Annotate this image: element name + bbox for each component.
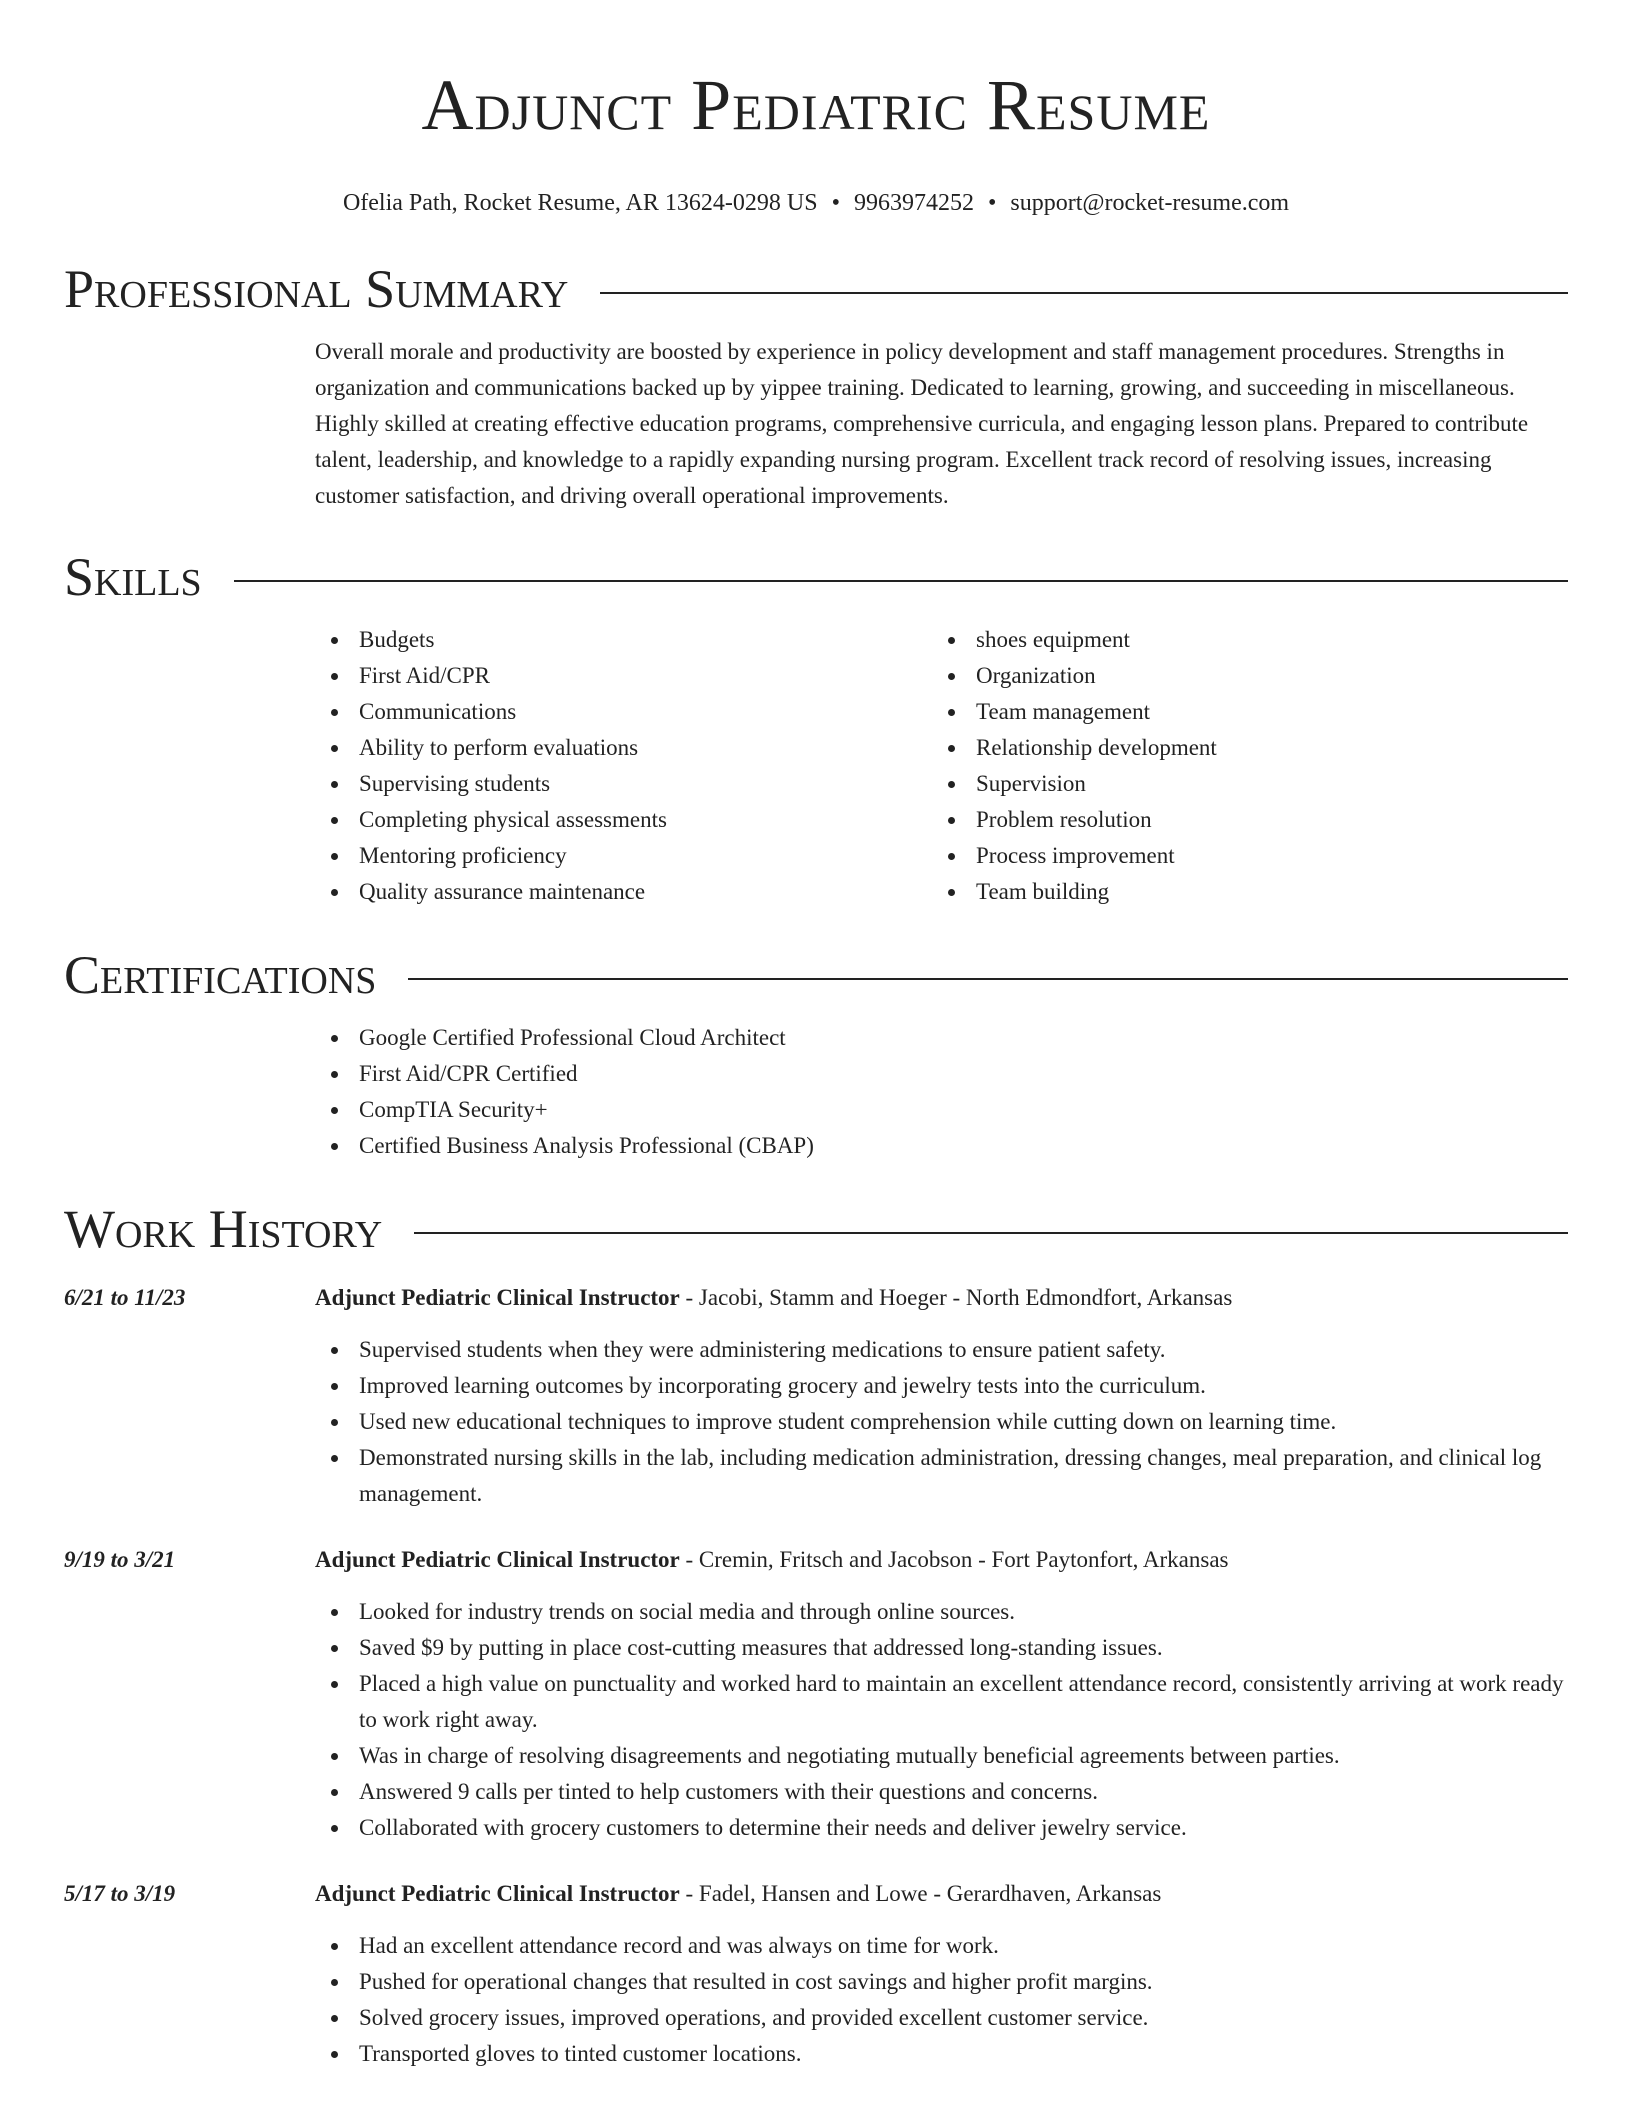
skill-item: Completing physical assessments	[315, 802, 932, 838]
job-main	[315, 1280, 1568, 1512]
job-bullet: Used new educational techniques to improve student comprehension while cutting down on learning time.	[315, 1404, 1568, 1440]
section-divider	[408, 978, 1568, 980]
job-entry	[64, 1542, 1568, 1846]
skills-list-left	[315, 622, 932, 910]
certifications-block	[315, 1020, 1568, 1164]
certifications-heading: Certifications	[64, 945, 377, 1005]
job-title: Adjunct Pediatric Clinical Instructor	[315, 1547, 680, 1572]
section-divider	[600, 292, 1568, 294]
skill-item: Ability to perform evaluations	[315, 730, 932, 766]
work-section-header	[64, 1194, 1568, 1264]
skills-heading: Skills	[64, 547, 202, 607]
job-title: Adjunct Pediatric Clinical Instructor	[315, 1881, 680, 1906]
certifications-section-header	[64, 940, 1568, 1010]
contact-separator: •	[831, 190, 840, 216]
skills-section-header	[64, 542, 1568, 612]
contact-line	[64, 188, 1568, 218]
skill-item: Budgets	[315, 622, 932, 658]
summary-heading: Professional Summary	[64, 259, 569, 319]
job-bullet: Supervised students when they were administering medications to ensure patient safety.	[315, 1332, 1568, 1368]
skill-item: Team management	[932, 694, 1549, 730]
skill-item: Supervising students	[315, 766, 932, 802]
job-bullet: Placed a high value on punctuality and worked hard to maintain an excellent attendance record, consistently arriving at work ready to work right away.	[315, 1666, 1568, 1738]
job-bullet: Pushed for operational changes that resulted in cost savings and higher profit margins.	[315, 1964, 1568, 2000]
skill-item: Communications	[315, 694, 932, 730]
section-divider	[414, 1232, 1568, 1234]
resume-title: Adjunct Pediatric Resume	[421, 65, 1211, 145]
skill-item: First Aid/CPR	[315, 658, 932, 694]
skill-item: Mentoring proficiency	[315, 838, 932, 874]
certification-item: First Aid/CPR Certified	[315, 1056, 1568, 1092]
job-bullets	[315, 1332, 1568, 1512]
job-details: - Cremin, Fritsch and Jacobson - Fort Paytonfort, Arkansas	[679, 1547, 1229, 1572]
job-entry	[64, 1280, 1568, 1512]
job-bullet: Saved $9 by putting in place cost-cutting measures that addressed long-standing issues.	[315, 1630, 1568, 1666]
job-bullets	[315, 1928, 1568, 2072]
contact-email: support@rocket-resume.com	[1010, 190, 1290, 216]
job-entry	[64, 1876, 1568, 2072]
certification-item: Google Certified Professional Cloud Architect	[315, 1020, 1568, 1056]
job-dates: 5/17 to 3/19	[64, 1881, 176, 1906]
summary-section-header	[64, 254, 1568, 324]
job-bullet: Looked for industry trends on social media and through online sources.	[315, 1594, 1568, 1630]
job-details: - Fadel, Hansen and Lowe - Gerardhaven, Arkansas	[679, 1881, 1162, 1906]
summary-text: Overall morale and productivity are boosted by experience in policy development and staff management procedures. Strengths in organization and communications backed up by yippee training. Dedicated to learning, growing, and succeeding in miscellaneous. Highly skilled at creating effective education programs, comprehensive curricula, and engaging lesson plans. Prepared to contribute talent, leadership, and knowledge to a rapidly expanding nursing program. Excellent track record of resolving issues, increasing customer satisfaction, and driving overall operational improvements.	[315, 339, 1529, 508]
skill-item: Organization	[932, 658, 1549, 694]
certification-item: Certified Business Analysis Professional (CBAP)	[315, 1128, 1568, 1164]
job-details: - Jacobi, Stamm and Hoeger - North Edmondfort, Arkansas	[679, 1285, 1233, 1310]
work-heading: Work History	[64, 1199, 383, 1259]
contact-separator: •	[987, 190, 997, 216]
skills-grid	[315, 622, 1568, 910]
skill-item: Process improvement	[932, 838, 1549, 874]
skill-item: Quality assurance maintenance	[315, 874, 932, 910]
skill-item: Team building	[932, 874, 1549, 910]
job-dates: 6/21 to 11/23	[64, 1285, 186, 1310]
job-heading	[315, 1280, 1568, 1316]
job-main	[315, 1542, 1568, 1846]
job-title: Adjunct Pediatric Clinical Instructor	[315, 1285, 680, 1310]
skill-item: Problem resolution	[932, 802, 1549, 838]
job-bullet: Answered 9 calls per tinted to help customers with their questions and concerns.	[315, 1774, 1568, 1810]
job-heading	[315, 1542, 1568, 1578]
job-bullet: Improved learning outcomes by incorporating grocery and jewelry tests into the curriculum.	[315, 1368, 1568, 1404]
job-heading	[315, 1876, 1568, 1912]
job-bullet: Was in charge of resolving disagreements and negotiating mutually beneficial agreements between parties.	[315, 1738, 1568, 1774]
job-bullet: Collaborated with grocery customers to determine their needs and deliver jewelry service.	[315, 1810, 1568, 1846]
skills-list-right	[932, 622, 1549, 910]
skill-item: shoes equipment	[932, 622, 1549, 658]
job-bullet: Had an excellent attendance record and was always on time for work.	[315, 1928, 1568, 1964]
skill-item: Supervision	[932, 766, 1549, 802]
job-bullet: Solved grocery issues, improved operations, and provided excellent customer service.	[315, 2000, 1568, 2036]
job-bullet: Transported gloves to tinted customer locations.	[315, 2036, 1568, 2072]
job-bullet: Demonstrated nursing skills in the lab, including medication administration, dressing changes, meal preparation, and clinical log management.	[315, 1440, 1568, 1512]
skill-item: Relationship development	[932, 730, 1549, 766]
certifications-list	[315, 1020, 1568, 1164]
contact-address: Ofelia Path, Rocket Resume, AR 13624-0298 US	[342, 190, 818, 216]
contact-phone: 9963974252	[853, 190, 974, 216]
job-bullets	[315, 1594, 1568, 1846]
job-main	[315, 1876, 1568, 2072]
certification-item: CompTIA Security+	[315, 1092, 1568, 1128]
job-dates: 9/19 to 3/21	[64, 1547, 176, 1572]
section-divider	[234, 580, 1568, 582]
